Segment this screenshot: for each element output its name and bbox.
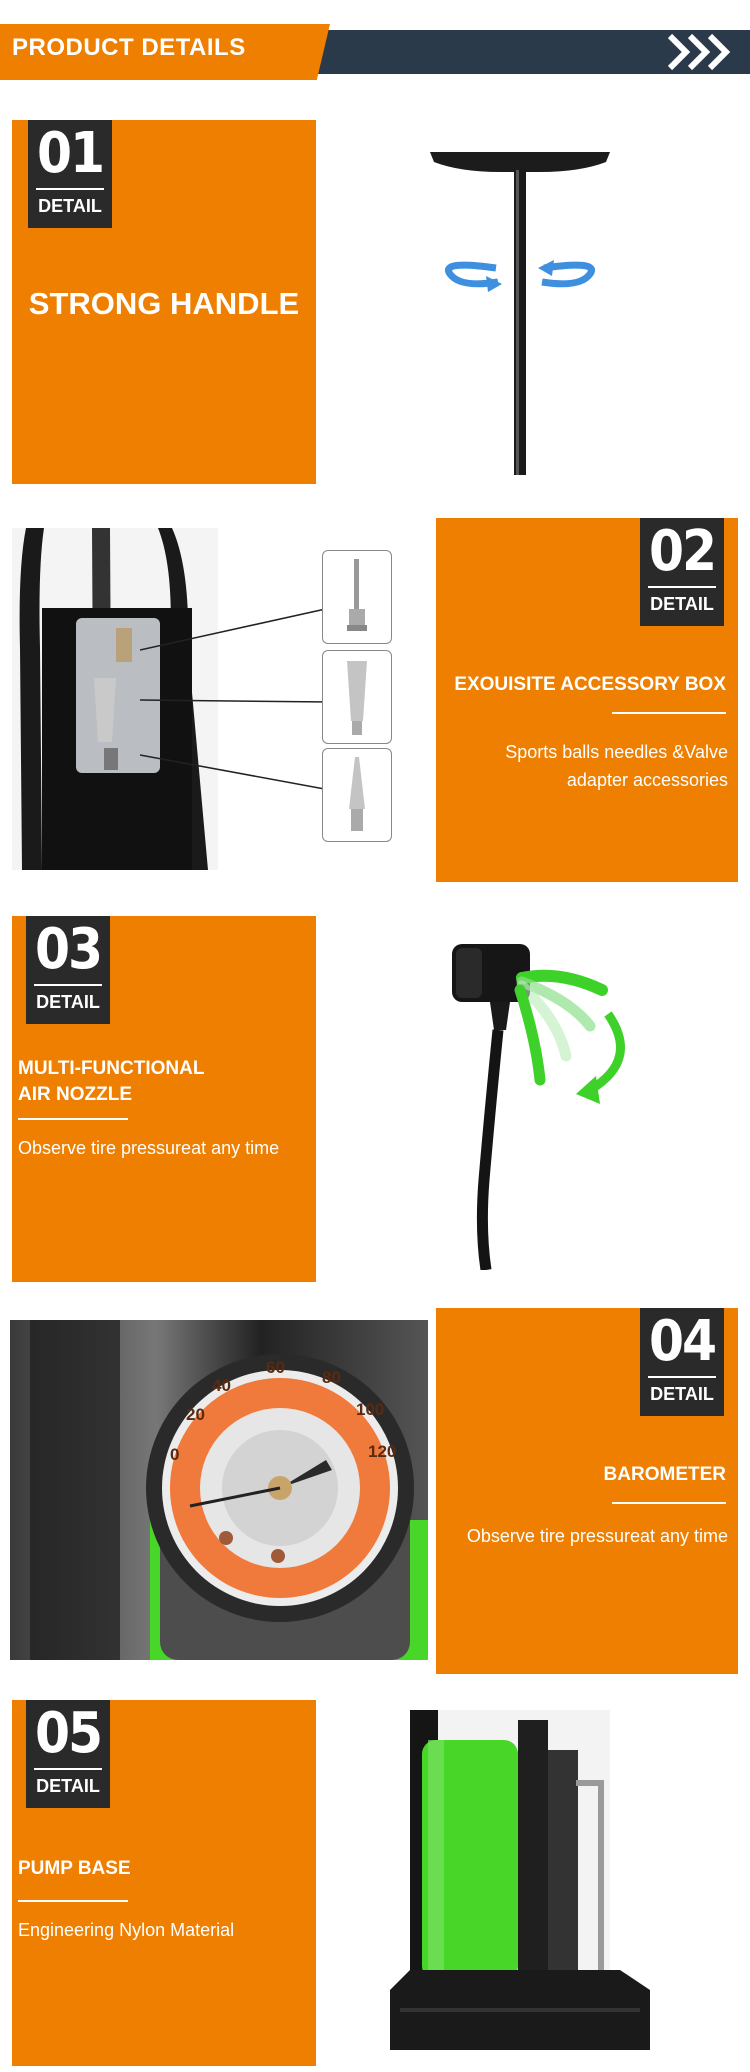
section-title-01: STRONG HANDLE [28, 286, 300, 321]
detail-number: 01 [36, 121, 104, 186]
detail-badge-03 [26, 916, 110, 1024]
handle-photo [420, 140, 620, 480]
title-underline [18, 1118, 128, 1120]
gauge-tick-120: 120 [368, 1442, 397, 1461]
badge-divider [648, 1376, 716, 1378]
page-title: PRODUCT DETAILS [12, 34, 246, 61]
section-desc-03: Observe tire pressureat any time [18, 1138, 280, 1158]
title-underline [612, 1502, 726, 1504]
gauge-tick-100: 100 [356, 1400, 385, 1419]
badge-divider [34, 984, 102, 986]
section-title-04: BAROMETER [603, 1464, 726, 1485]
detail-number: 05 [34, 1701, 102, 1766]
section-desc-04: Observe tire pressureat any time [466, 1526, 728, 1546]
detail-label: DETAIL [650, 1384, 714, 1404]
detail-badge-01 [28, 120, 112, 228]
gauge-tick-60: 60 [266, 1358, 285, 1377]
detail-number: 04 [648, 1309, 716, 1374]
detail-number: 03 [34, 917, 102, 982]
section-title-05: PUMP BASE [18, 1858, 131, 1879]
badge-divider [34, 1768, 102, 1770]
section-desc-02-line1: Sports balls needles &Valve [505, 742, 728, 762]
detail-label: DETAIL [650, 594, 714, 614]
detail-label: DETAIL [36, 992, 100, 1012]
pump-base-photo [380, 1710, 660, 2060]
detail-number: 02 [648, 519, 716, 584]
nozzle-thumbnail-1 [322, 650, 392, 744]
needle-thumbnail [322, 550, 392, 644]
title-underline [18, 1900, 128, 1902]
chevrons-icon [664, 30, 744, 74]
section-title-03-line1: MULTI-FUNCTIONAL [18, 1058, 205, 1079]
detail-badge-02 [640, 518, 724, 626]
gauge-tick-40: 40 [212, 1376, 231, 1395]
section-title-02: EXOUISITE ACCESSORY BOX [454, 674, 726, 695]
badge-divider [648, 586, 716, 588]
badge-divider [36, 188, 104, 190]
detail-badge-04 [640, 1308, 724, 1416]
gauge-tick-20: 20 [186, 1405, 205, 1424]
air-nozzle-photo [440, 930, 680, 1270]
barometer-photo [10, 1320, 428, 1660]
section-title-03-line2: AIR NOZZLE [18, 1084, 132, 1105]
nozzle-thumbnail-2 [322, 748, 392, 842]
section-desc-05: Engineering Nylon Material [18, 1920, 235, 1940]
gauge-tick-0: 0 [170, 1445, 180, 1464]
gauge-tick-80: 80 [322, 1368, 341, 1387]
detail-label: DETAIL [36, 1776, 100, 1796]
detail-badge-05 [26, 1700, 110, 1808]
title-underline [612, 712, 726, 714]
detail-label: DETAIL [38, 196, 102, 216]
section-desc-02-line2: adapter accessories [566, 770, 728, 790]
